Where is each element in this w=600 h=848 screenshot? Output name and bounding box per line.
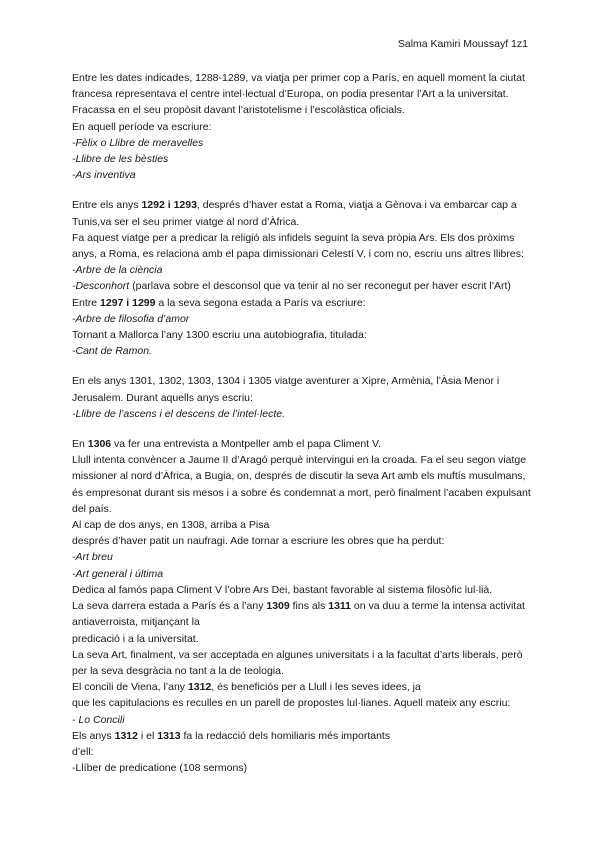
paragraph-cyprus-trip: En els anys 1301, 1302, 1303, 1304 i 1305 viatge aventurer a Xipre, Armènia, l’Àsia Menor i Jerusalem. Durant aquells anys escriu: (72, 375, 500, 404)
work-item: -Llibre de l’ascens i el descens de l’intel·lecte. (72, 407, 286, 420)
paragraph-council-vienna: El concili de Viena, l’any 1312, és beneficiós per a Llull i les seves idees, ja (72, 681, 421, 694)
works-lead: En aquell període va escriure: (72, 120, 212, 133)
paragraph-bugia: Llull intenta convèncer a Jaume II d’Aragó perquè intervingui en la croada. Fa el seu segon viatge missioner al nord d’Àfrica, a Bugia, on, després de discutir la seva Art amb els muftís musulmans, és empresonat durant sis mesos i a sobre és condemnat a mort, però finalment l’acaben expulsant del país. (72, 454, 531, 515)
year: 1313 (157, 729, 181, 742)
year-range: 1292 i 1293 (141, 199, 197, 212)
paragraph-ars-dei: Dedica al famós papa Climent V l’obre Ars Dei, bastant favorable al sistema filosòfic lul·lià. (72, 583, 493, 596)
paragraph-preaching: predicació i a la universitat. (72, 632, 199, 645)
work-item: -Arbre de filosofia d’amor (72, 312, 190, 325)
paragraph-rome: Fa aquest viatge per a predicar la religió als infidels seguint la seva pròpia Ars. Els dos pròxims anys, a Roma, es relaciona amb el papa dimissionari Celestí V, i com no, escriu uns altres llibres: (72, 231, 524, 261)
year: 1306 (87, 438, 112, 451)
paragraph-tunis-trip: Entre els anys 1292 i 1293, després d’haver estat a Roma, viatja a Gènova i va embarcar cap a Tunis,va ser el seu primer viatge al nord d’Àfrica. (72, 199, 517, 228)
work-item: -Art breu (72, 551, 113, 564)
work-item: -Ars inventiva (72, 169, 136, 182)
paragraph-art-accepted: La seva Art, finalment, va ser acceptada en algunes universitats i a la facultat d’arts liberals, però per la seva desgràcia no tant a la de teologia. (72, 648, 523, 677)
paragraph-capitulations: que les capitulacions es reculles en un parell de propostes lul·lianes. Aquell mateix any escriu: (72, 697, 511, 710)
work-item: -Llibre de les bèsties (72, 153, 169, 166)
paragraph-pisa: Al cap de dos anys, en 1308, arriba a Pisa (72, 519, 270, 532)
paragraph-last-paris-stay: La seva darrera estada a París és a l’any 1309 fins als 1311 on va duu a terme la intensa activitat antiaverroista, mitjançant la (72, 600, 525, 629)
paragraph-mallorca: Tornant a Mallorca l’any 1300 escriu una autobiografia, titulada: (72, 329, 367, 342)
work-item: -Fèlix o Llibre de meravelles (72, 136, 204, 149)
paragraph-paris-second: Entre 1297 i 1299 a la seva segona estada a París va escriure: (72, 296, 366, 309)
work-item: -Llíber de predicatione (108 sermons) (72, 762, 248, 775)
paragraph-homilies-cont: d’ell: (72, 745, 94, 758)
year-range: 1297 i 1299 (100, 296, 156, 309)
work-item-desconhort: -Desconhort (parlava sobre el desconsol que va tenir al no ser reconegut per haver escrit l’Art) (72, 280, 511, 293)
document-header-author: Salma Kamiri Moussayf 1z1 (397, 38, 528, 50)
year: 1309 (266, 600, 290, 613)
document-body (72, 70, 532, 776)
year: 1311 (328, 600, 352, 613)
paragraph-paris-first-visit: Entre les dates indicades, 1288-1289, va viatja per primer cop a París, en aquell moment la ciutat francesa representava el centre intel·lectual d’Europa, on podia presentar l’Art a la universitat. Fracassa en el seu propòsit davant l’aristotelisme i l’escolàstica oficials. (72, 72, 525, 117)
work-item: - Lo Concili (72, 713, 125, 726)
work-item: -Cant de Ramon. (72, 345, 152, 358)
year: 1312 (114, 729, 138, 742)
paragraph-homilies: Els anys 1312 i el 1313 fa la redacció dels homiliaris més importants (72, 729, 391, 742)
work-item: -Art general i última (72, 567, 164, 580)
paragraph-shipwreck: després d’haver patit un naufragi. Ade tornar a escriure les obres que ha perdut: (72, 535, 445, 548)
year: 1312 (187, 681, 212, 694)
paragraph-montpeller: En 1306 va fer una entrevista a Montpeller amb el papa Climent V. (72, 438, 381, 451)
work-item: -Arbre de la ciència (72, 264, 163, 277)
